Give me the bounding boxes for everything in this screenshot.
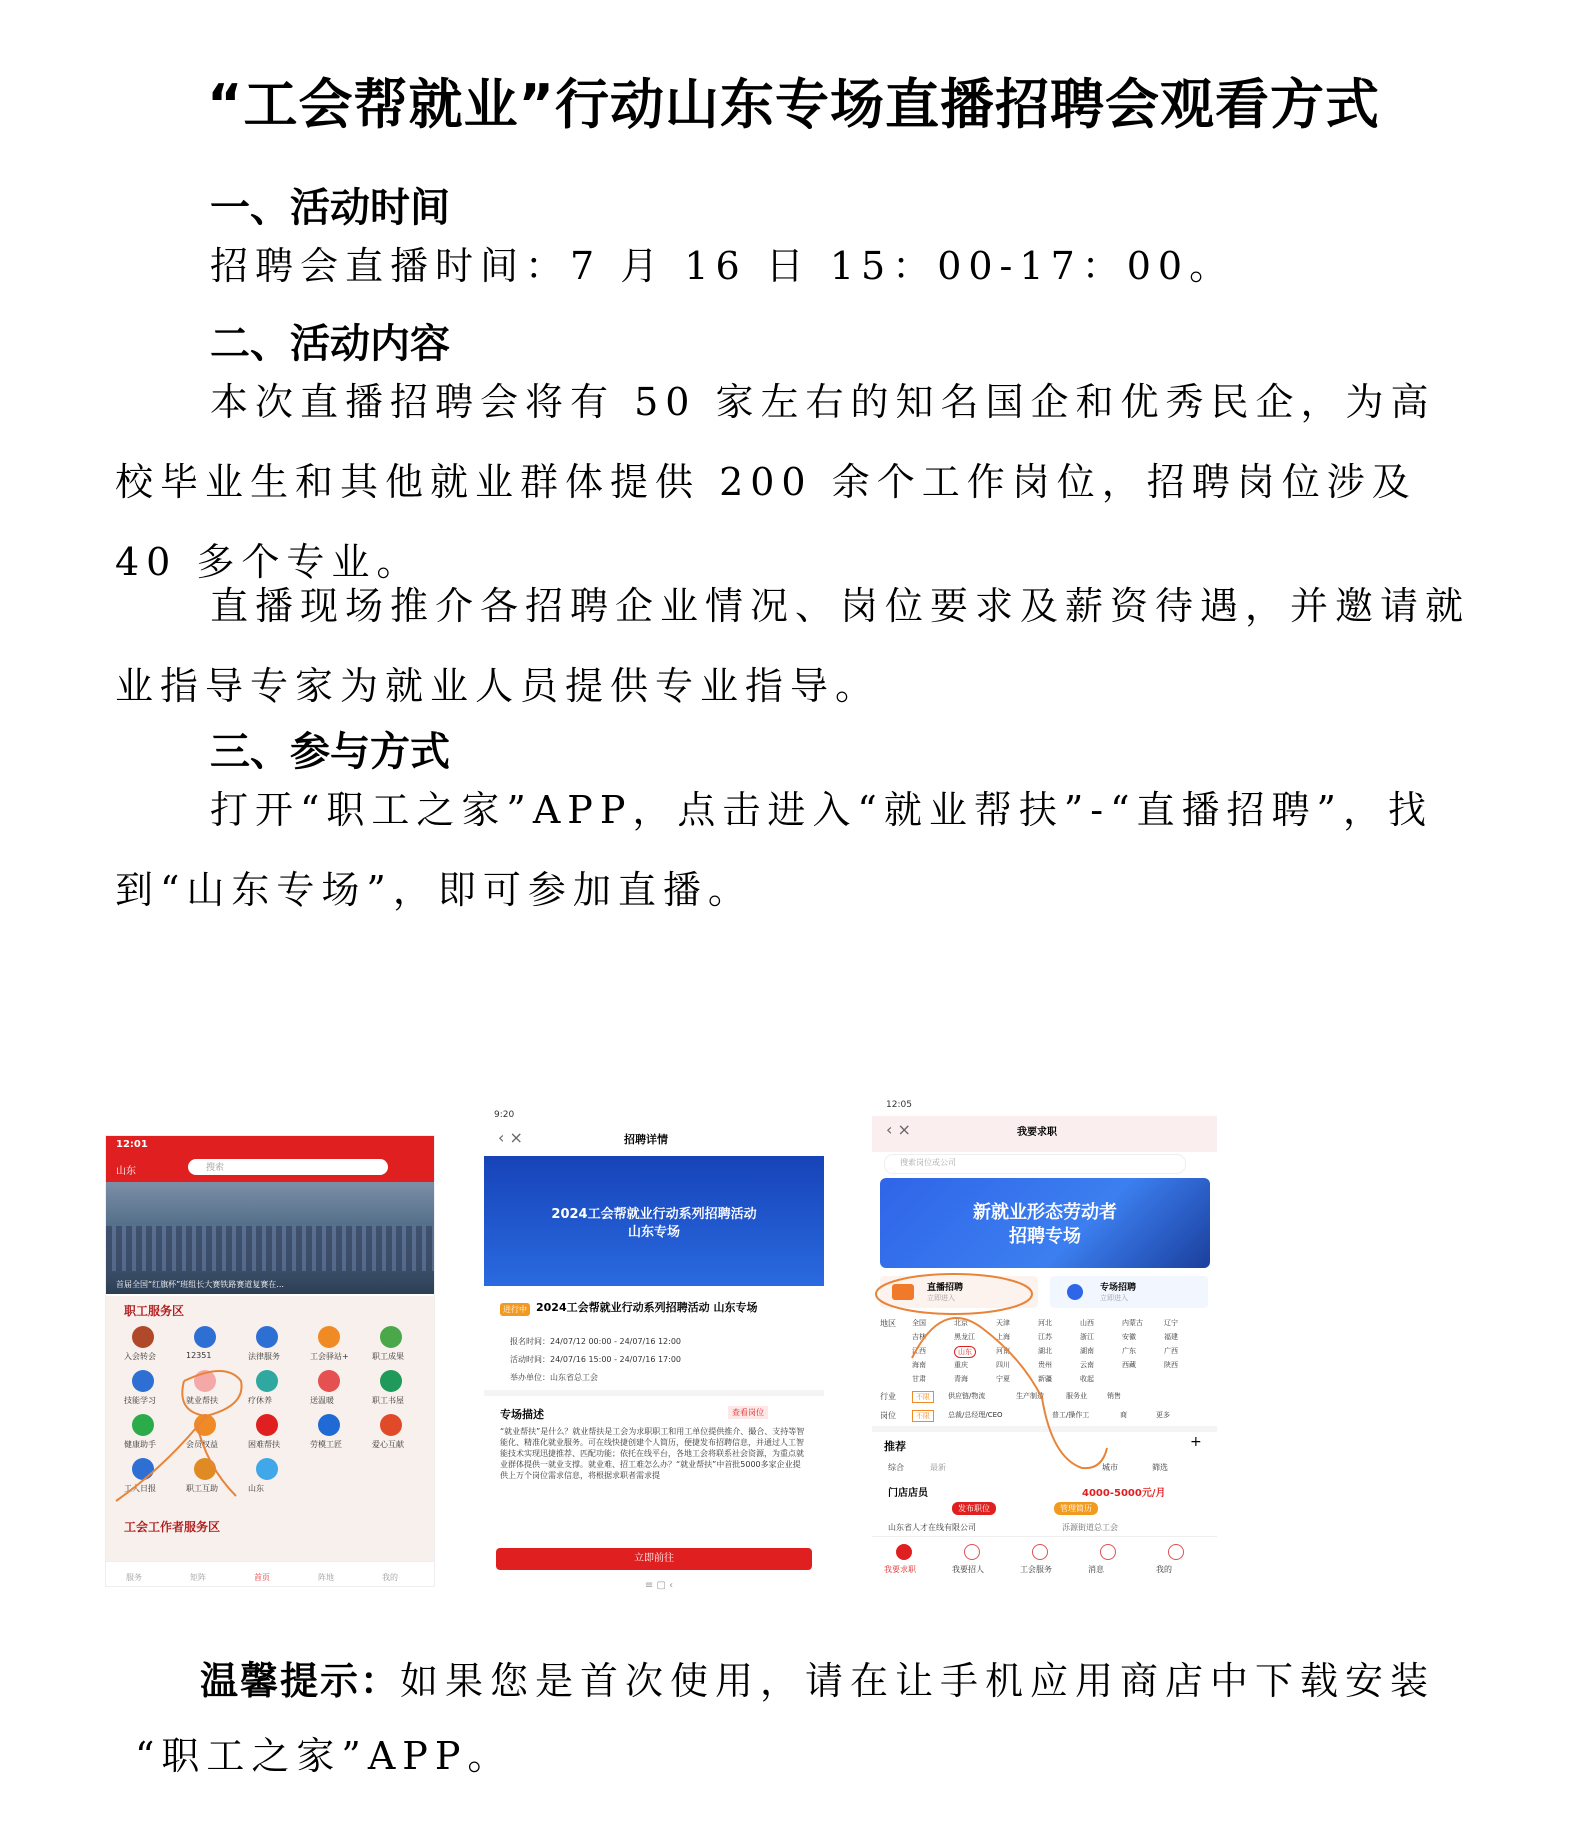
region-option[interactable]: 北京	[954, 1319, 968, 1327]
region-option[interactable]: 广西	[1164, 1347, 1178, 1355]
tab-latest[interactable]: 最新	[930, 1463, 946, 1472]
region-option[interactable]: 上海	[996, 1333, 1010, 1341]
filter-chip[interactable]: 不限	[912, 1391, 934, 1403]
filter-chip[interactable]: 商	[1120, 1411, 1127, 1419]
status-badge: 进行中	[500, 1303, 530, 1316]
service-item-label[interactable]: 就业帮扶	[186, 1396, 218, 1405]
desc-title: 专场描述	[500, 1408, 544, 1421]
search-placeholder: 搜索	[206, 1163, 225, 1173]
region-option[interactable]: 江西	[912, 1347, 926, 1355]
bottom-nav-item[interactable]: 我要求职	[884, 1565, 916, 1574]
region-option[interactable]: 甘肃	[912, 1375, 926, 1383]
region-option[interactable]: 陕西	[1164, 1361, 1178, 1369]
service-item-label[interactable]: 职工互助	[186, 1484, 218, 1493]
service-item-label[interactable]: 会员权益	[186, 1440, 218, 1449]
recommend-title: 推荐	[884, 1440, 906, 1453]
service-item-label[interactable]: 困难帮扶	[248, 1440, 280, 1449]
job-search-placeholder: 搜索岗位或公司	[900, 1158, 956, 1167]
region-option[interactable]: 新疆	[1038, 1375, 1052, 1383]
job-title[interactable]: 门店店员	[888, 1488, 928, 1499]
region-option[interactable]: 安徽	[1122, 1333, 1136, 1341]
status-time: 12:05	[886, 1100, 912, 1110]
bottom-nav-item[interactable]: 阵地	[318, 1573, 334, 1582]
filter-chip[interactable]: 普工/操作工	[1052, 1411, 1090, 1419]
back-icon[interactable]: ‹ ×	[886, 1120, 911, 1139]
region-option[interactable]: 吉林	[912, 1333, 926, 1341]
region-option[interactable]: 浙江	[1080, 1333, 1094, 1341]
region-option[interactable]: 海南	[912, 1361, 926, 1369]
promo-line1: 新就业形态劳动者	[973, 1202, 1117, 1223]
host-unit: 举办单位：山东省总工会	[510, 1373, 598, 1382]
detail-header: 招聘详情	[624, 1133, 668, 1146]
service-section-title: 职工服务区	[124, 1304, 185, 1318]
filter-chip[interactable]: 生产制造	[1016, 1392, 1044, 1400]
filter-chip[interactable]: 服务业	[1066, 1392, 1087, 1400]
app-screenshot-home	[105, 1135, 435, 1587]
service-item-label[interactable]: 职工成果	[372, 1352, 404, 1361]
section-heading-content: 二、活动内容	[210, 321, 450, 367]
special-sub: 立即进入	[1100, 1294, 1128, 1302]
region-option[interactable]: 收起	[1080, 1375, 1094, 1383]
section-heading-time: 一、活动时间	[210, 185, 450, 231]
live-sub: 立即进入	[927, 1294, 955, 1302]
bottom-nav-item[interactable]: 首页	[254, 1573, 270, 1582]
region-option[interactable]: 河南	[996, 1347, 1010, 1355]
region-option[interactable]: 青海	[954, 1375, 968, 1383]
section-text-content-1: 本次直播招聘会将有 50 家左右的知名国企和优秀民企，为高校毕业生和其他就业群体提供 200 余个工作岗位，招聘岗位涉及 40 多个专业。	[115, 380, 1436, 584]
bottom-nav-item[interactable]: 矩阵	[190, 1573, 206, 1582]
region-option[interactable]: 山东	[954, 1346, 976, 1358]
tip-text: 如果您是首次使用，请在让手机应用商店中下载安装	[400, 1659, 1436, 1703]
service-item-label[interactable]: 技能学习	[124, 1396, 156, 1405]
region-option[interactable]: 内蒙古	[1122, 1319, 1143, 1327]
app-screenshot-jobs	[872, 1098, 1217, 1588]
region-option[interactable]: 黑龙江	[954, 1333, 975, 1341]
tab-comprehensive[interactable]: 综合	[888, 1463, 904, 1472]
company-name: 山东省人才在线有限公司	[888, 1523, 976, 1532]
region-option[interactable]: 湖北	[1038, 1347, 1052, 1355]
filter-chip[interactable]: 供应链/物流	[948, 1392, 986, 1400]
page-title: “工会帮就业”行动山东专场直播招聘会观看方式	[207, 73, 1380, 136]
promo-line2: 招聘专场	[1009, 1226, 1081, 1247]
worker-section-title: 工会工作者服务区	[124, 1520, 221, 1534]
bottom-nav-item[interactable]: 我要招人	[952, 1565, 984, 1574]
tip-label: 温馨提示：	[200, 1659, 401, 1703]
status-time: 12:01	[116, 1139, 148, 1150]
service-item-label[interactable]: 爱心互献	[372, 1440, 404, 1449]
tip-text-2: “职工之家”APP。	[135, 1734, 513, 1778]
bottom-nav-item[interactable]: 我的	[1156, 1565, 1172, 1574]
bottom-nav-item[interactable]: 服务	[126, 1573, 142, 1582]
region-option[interactable]: 江苏	[1038, 1333, 1052, 1341]
filter-chip[interactable]: 销售	[1107, 1392, 1121, 1400]
filter-chip[interactable]: 更多	[1156, 1411, 1170, 1419]
region-option[interactable]: 福建	[1164, 1333, 1178, 1341]
activity-time: 活动时间：24/07/16 15:00 - 24/07/16 17:00	[510, 1355, 682, 1364]
service-item-label[interactable]: 12351	[186, 1351, 212, 1360]
live-label: 直播招聘	[927, 1283, 964, 1293]
service-item-label[interactable]: 劳模工匠	[310, 1440, 342, 1449]
post-job-button[interactable]: 发布职位	[952, 1502, 996, 1515]
view-jobs-button[interactable]: 查看岗位	[728, 1406, 768, 1419]
region-option[interactable]: 广东	[1122, 1347, 1136, 1355]
section-text-participation: 打开“职工之家”APP，点击进入“就业帮扶”-“直播招聘”，找到“山东专场”，即可参加直播。	[115, 788, 1433, 912]
banner-subtitle: 山东专场	[627, 1225, 680, 1240]
section-text-content-2: 直播现场推介各招聘企业情况、岗位要求及薪资待遇，并邀请就业指导专家为就业人员提供专业指导。	[115, 584, 1471, 708]
banner-caption: 首届全国“红旗杯”班组长大赛铁路赛道复赛在...	[116, 1280, 284, 1289]
go-now-button[interactable]: 立即前往	[496, 1548, 812, 1570]
system-nav-bar: ≡ ▢ ‹	[644, 1580, 674, 1591]
region-option[interactable]: 西藏	[1122, 1361, 1136, 1369]
region-option[interactable]: 湖南	[1080, 1347, 1094, 1355]
banner-title: 2024工会帮就业行动系列招聘活动	[551, 1207, 757, 1222]
service-item-label[interactable]: 山东	[248, 1484, 264, 1493]
service-item-label[interactable]: 职工书屋	[372, 1396, 404, 1405]
service-item-label[interactable]: 疗休养	[248, 1396, 272, 1405]
region-option[interactable]: 山西	[1080, 1319, 1094, 1327]
filter-chip[interactable]: 总裁/总经理/CEO	[948, 1411, 1003, 1419]
card-title: 2024工会帮就业行动系列招聘活动 山东专场	[536, 1301, 758, 1314]
service-item-label[interactable]: 法律服务	[248, 1352, 280, 1361]
region-option[interactable]: 辽宁	[1164, 1319, 1178, 1327]
service-item-label[interactable]: 送温暖	[310, 1396, 334, 1405]
manage-resume-button[interactable]: 管理简历	[1054, 1502, 1098, 1515]
job-salary: 4000-5000元/月	[1082, 1488, 1166, 1499]
region-option[interactable]: 天津	[996, 1319, 1010, 1327]
region-option[interactable]: 全国	[912, 1319, 926, 1327]
tip-line	[200, 1650, 1435, 1705]
service-item-label[interactable]: 工会驿站+	[310, 1352, 349, 1361]
position-label: 岗位	[880, 1411, 896, 1420]
signup-time: 报名时间：24/07/12 00:00 - 24/07/16 12:00	[510, 1337, 682, 1346]
bottom-nav-item[interactable]: 工会服务	[1020, 1565, 1052, 1574]
region-option[interactable]: 重庆	[954, 1361, 968, 1369]
region-option[interactable]: 云南	[1080, 1361, 1094, 1369]
bottom-nav-item[interactable]: 消息	[1088, 1565, 1104, 1574]
bottom-nav-item[interactable]: 我的	[382, 1573, 398, 1582]
city-filter[interactable]: 城市	[1102, 1463, 1118, 1472]
industry-label: 行业	[880, 1392, 896, 1401]
hand-drawn-highlight	[106, 1136, 434, 1586]
region-option[interactable]: 河北	[1038, 1319, 1052, 1327]
service-item-label[interactable]: 健康助手	[124, 1440, 156, 1449]
status-time: 9:20	[494, 1110, 515, 1120]
special-label: 专场招聘	[1100, 1283, 1137, 1293]
add-icon[interactable]: +	[1190, 1434, 1202, 1450]
screen-filter[interactable]: 筛选	[1152, 1463, 1168, 1472]
region-label: 地区	[880, 1319, 896, 1328]
union-name: 泺源街道总工会	[1062, 1523, 1118, 1532]
service-item-label[interactable]: 工人日报	[124, 1484, 156, 1493]
back-icon[interactable]: ‹ ×	[498, 1128, 523, 1147]
desc-text: “就业帮扶”是什么？就业帮扶是工会为求职职工和用工单位提供推介、撮合、支持等智能化、精准化就业服务。可在线快捷创建个人简历，便捷发布招聘信息，并通过人工智能技术实现迅捷推荐、匹配功能；依托在线平台，各地工会将联系社会资源，为重点就业群体提供一就业支撑。就业难、招工难怎么办？“就业帮扶”中首批5000多家企业提供上万个岗位需求信息，将根据求职者需求提	[500, 1427, 805, 1480]
hand-drawn-highlight	[872, 1098, 1217, 1588]
filter-chip[interactable]: 不限	[912, 1410, 934, 1422]
service-item-label[interactable]: 入会转会	[124, 1352, 156, 1361]
section-heading-participation: 三、参与方式	[210, 729, 450, 775]
region-option[interactable]: 贵州	[1038, 1361, 1052, 1369]
region-option[interactable]: 四川	[996, 1361, 1010, 1369]
location-label[interactable]: 山东	[116, 1166, 136, 1177]
jobs-header: 我要求职	[1017, 1127, 1057, 1138]
region-option[interactable]: 宁夏	[996, 1375, 1010, 1383]
section-text-time: 招聘会直播时间：7 月 16 日 15：00-17：00。	[210, 244, 1235, 288]
app-screenshot-detail	[484, 1108, 824, 1598]
